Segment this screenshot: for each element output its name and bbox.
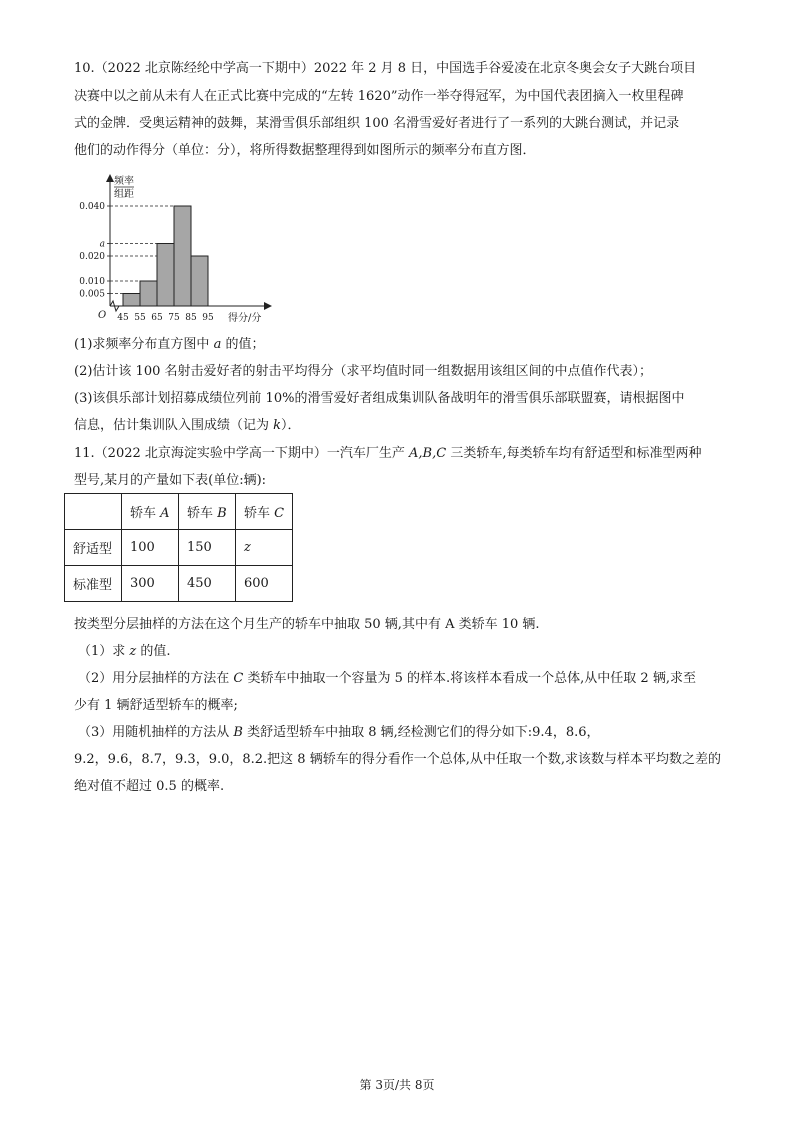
q10-part-3a: (3)该俱乐部计划招募成绩位列前 10%的滑雪爱好者组成集训队备战明年的滑雪俱乐部联盟赛，请根据图中 — [74, 391, 685, 406]
q11-part-3a — [78, 724, 600, 742]
q10-part-1-text: (1)求频率分布直方图中 — [74, 337, 214, 352]
histogram-bar — [191, 256, 208, 306]
q11-part-2a-text: （2）用分层抽样的方法在 — [78, 671, 234, 686]
q10-part-3b-var: k — [273, 418, 282, 433]
q11-line-2: 型号,某月的产量如下表(单位:辆): — [74, 473, 267, 488]
q10-line-1: 10.（2022 北京陈经纶中学高一下期中）2022 年 2 月 8 日，中国选手谷爱凌在北京冬奥会女子大跳台项目 — [74, 61, 697, 76]
table-cell: 300 — [122, 566, 179, 602]
page-footer: 第 3页/共 8页 — [359, 1078, 435, 1092]
table-header-row — [65, 494, 293, 530]
table-corner-cell — [65, 494, 122, 530]
y-tick-label: a — [99, 239, 105, 250]
q10-part-1-var: a — [213, 337, 222, 352]
q11-part-1-tail: 的值. — [136, 644, 171, 659]
q11-part-3c: 绝对值不超过 0.5 的概率. — [74, 779, 225, 794]
histogram-bar — [157, 244, 174, 307]
q10-part-3b-tail: ）． — [281, 418, 301, 433]
q11-part-1-text: （1）求 — [78, 644, 130, 659]
x-axis-label: 得分/分 — [228, 313, 262, 324]
y-tick-label: 0.005 — [79, 289, 105, 300]
x-tick-label: 55 — [134, 313, 146, 323]
q11-line-1 — [74, 445, 701, 463]
q10-line-2: 决赛中以之前从未有人在正式比赛中完成的“左转 1620”动作一举夺得冠军，为中国代表团摘入一枚里程碑 — [74, 89, 684, 104]
y-tick-label: 0.020 — [79, 252, 105, 262]
q10-part-3b-text: 信息，估计集训队入围成绩（记为 — [74, 418, 274, 433]
q11-part-3a-text: （3）用随机抽样的方法从 — [78, 725, 234, 740]
q11-part-2a — [78, 670, 696, 688]
q11-after-table: 按类型分层抽样的方法在这个月生产的轿车中抽取 50 辆,其中有 A 类轿车 10 辆. — [74, 617, 540, 632]
table-cell: 100 — [122, 530, 179, 566]
q11-line-1-tail: 三类轿车,每类轿车均有舒适型和标准型两种 — [446, 446, 702, 461]
q10-part-1-tail: 的值； — [221, 337, 265, 352]
y-axis-arrow — [106, 174, 114, 182]
q11-part-2a-tail: 类轿车中抽取一个容量为 5 的样本.将该样本看成一个总体,从中任取 2 辆,求至 — [243, 671, 696, 686]
q11-part-1-var: z — [129, 644, 137, 659]
q11-part-2a-var: C — [233, 671, 244, 686]
x-tick-label: 95 — [202, 313, 214, 323]
table-cell: 150 — [179, 530, 236, 566]
table-cell: z — [236, 530, 293, 566]
table-cell: 600 — [236, 566, 293, 602]
histogram-bar — [123, 294, 140, 307]
y-axis-label-top: 频率 — [114, 176, 134, 187]
q11-part-3b: 9.2，9.6，8.7，9.3，9.0，8.2.把这 8 辆轿车的得分看作一个总体,从中任取一个数,求该数与样本平均数之差的 — [74, 752, 721, 767]
q10-line-3: 式的金牌．受奥运精神的鼓舞，某滑雪俱乐部组织 100 名滑雪爱好者进行了一系列的大跳台测试，并记录 — [74, 116, 680, 131]
table-header-sedan-a: 轿车 A — [122, 494, 179, 530]
x-tick-label: 75 — [168, 313, 180, 323]
x-axis-arrow — [264, 302, 272, 310]
q11-part-3a-tail: 类舒适型轿车中抽取 8 辆,经检测它们的得分如下:9.4，8.6， — [242, 725, 600, 740]
q11-part-3a-var: B — [233, 725, 243, 740]
table-row-label: 舒适型 — [65, 530, 122, 566]
frequency-histogram — [68, 170, 278, 330]
histogram-bar — [174, 206, 191, 306]
q10-part-2: (2)估计该 100 名射击爱好者的射击平均得分（求平均值时同一组数据用该组区间的中点值作代表）； — [74, 364, 652, 379]
table-row — [65, 566, 293, 602]
origin-label: O — [98, 310, 107, 321]
table-row-label: 标准型 — [65, 566, 122, 602]
table-cell: 450 — [179, 566, 236, 602]
table-header-sedan-c: 轿车 C — [236, 494, 293, 530]
y-axis-label-bottom: 组距 — [114, 189, 134, 200]
x-tick-label: 65 — [151, 313, 163, 323]
histogram-bar — [140, 281, 157, 306]
q11-part-2b: 少有 1 辆舒适型轿车的概率; — [74, 698, 238, 713]
q10-part-3b — [74, 417, 301, 435]
q11-line-1-text: 11.（2022 北京海淀实验中学高一下期中）一汽车厂生产 — [74, 446, 410, 461]
production-table — [64, 493, 293, 602]
x-tick-label: 45 — [117, 313, 129, 323]
q11-part-1 — [78, 643, 171, 661]
q10-line-4: 他们的动作得分（单位：分），将所得数据整理得到如图所示的频率分布直方图． — [74, 143, 536, 158]
y-tick-label: 0.040 — [79, 202, 105, 212]
y-tick-label: 0.010 — [79, 277, 105, 287]
table-row — [65, 530, 293, 566]
q11-line-1-vars: A,B,C — [409, 446, 447, 461]
table-header-sedan-b: 轿车 B — [179, 494, 236, 530]
q10-part-1 — [74, 336, 264, 354]
x-tick-label: 85 — [185, 313, 197, 323]
